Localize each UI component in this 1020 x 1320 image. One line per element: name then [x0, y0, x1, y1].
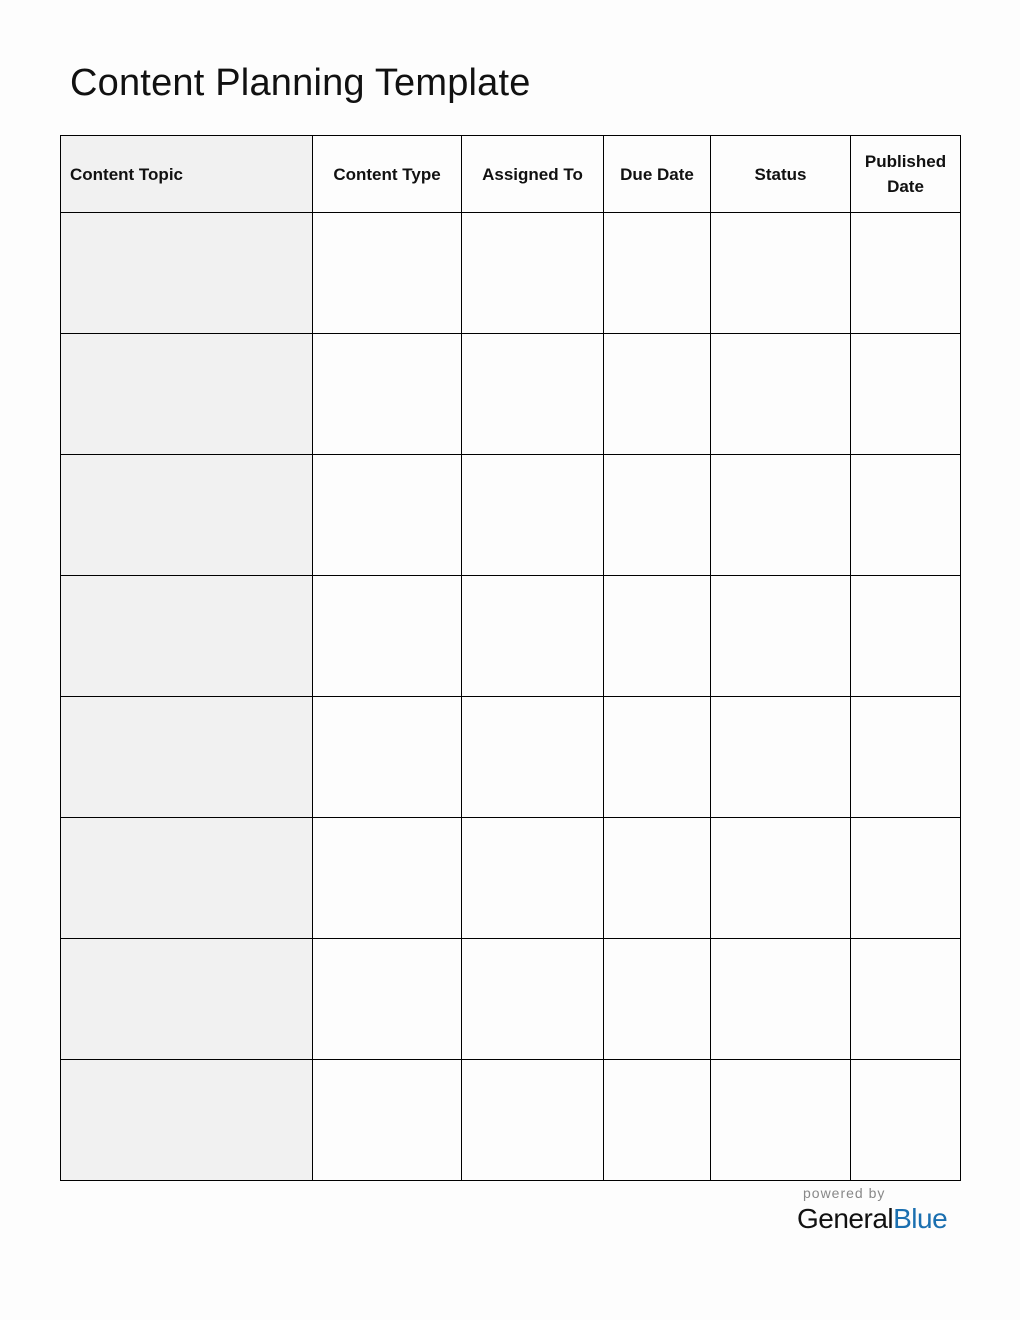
cell-content-type[interactable] — [313, 697, 462, 818]
cell-content-type[interactable] — [313, 455, 462, 576]
header-content-type: Content Type — [313, 136, 462, 213]
cell-content-type[interactable] — [313, 1060, 462, 1181]
header-content-topic: Content Topic — [61, 136, 313, 213]
cell-content-type[interactable] — [313, 818, 462, 939]
cell-assigned-to[interactable] — [462, 455, 604, 576]
table-row — [61, 334, 961, 455]
cell-content-topic[interactable] — [61, 334, 313, 455]
cell-published-date[interactable] — [851, 818, 961, 939]
cell-status[interactable] — [711, 1060, 851, 1181]
cell-status[interactable] — [711, 818, 851, 939]
cell-published-date[interactable] — [851, 939, 961, 1060]
cell-content-type[interactable] — [313, 334, 462, 455]
cell-content-type[interactable] — [313, 576, 462, 697]
cell-content-type[interactable] — [313, 939, 462, 1060]
cell-content-topic[interactable] — [61, 939, 313, 1060]
table-row — [61, 939, 961, 1060]
cell-due-date[interactable] — [604, 213, 711, 334]
cell-published-date[interactable] — [851, 576, 961, 697]
cell-due-date[interactable] — [604, 455, 711, 576]
cell-assigned-to[interactable] — [462, 697, 604, 818]
cell-status[interactable] — [711, 939, 851, 1060]
cell-status[interactable] — [711, 697, 851, 818]
header-due-date: Due Date — [604, 136, 711, 213]
cell-assigned-to[interactable] — [462, 1060, 604, 1181]
cell-assigned-to[interactable] — [462, 213, 604, 334]
cell-due-date[interactable] — [604, 576, 711, 697]
cell-assigned-to[interactable] — [462, 334, 604, 455]
brand-blue: Blue — [893, 1203, 948, 1234]
cell-content-topic[interactable] — [61, 455, 313, 576]
table-row — [61, 818, 961, 939]
header-assigned-to: Assigned To — [462, 136, 604, 213]
header-status: Status — [711, 136, 851, 213]
cell-content-topic[interactable] — [61, 576, 313, 697]
cell-content-topic[interactable] — [61, 213, 313, 334]
cell-published-date[interactable] — [851, 455, 961, 576]
table-row — [61, 697, 961, 818]
content-planning-table — [60, 135, 961, 1181]
cell-content-topic[interactable] — [61, 818, 313, 939]
cell-published-date[interactable] — [851, 1060, 961, 1181]
cell-content-type[interactable] — [313, 213, 462, 334]
cell-assigned-to[interactable] — [462, 939, 604, 1060]
table-row — [61, 213, 961, 334]
cell-published-date[interactable] — [851, 213, 961, 334]
powered-by-label: powered by — [803, 1185, 886, 1201]
cell-assigned-to[interactable] — [462, 818, 604, 939]
cell-status[interactable] — [711, 576, 851, 697]
cell-status[interactable] — [711, 455, 851, 576]
table-header-row — [61, 136, 961, 213]
cell-content-topic[interactable] — [61, 697, 313, 818]
cell-due-date[interactable] — [604, 818, 711, 939]
cell-due-date[interactable] — [604, 334, 711, 455]
cell-due-date[interactable] — [604, 939, 711, 1060]
cell-published-date[interactable] — [851, 334, 961, 455]
cell-assigned-to[interactable] — [462, 576, 604, 697]
cell-status[interactable] — [711, 213, 851, 334]
table-row — [61, 1060, 961, 1181]
page-title: Content Planning Template — [70, 62, 531, 104]
cell-published-date[interactable] — [851, 697, 961, 818]
header-published-date: Published Date — [851, 136, 961, 213]
cell-status[interactable] — [711, 334, 851, 455]
brand-general: General — [797, 1203, 894, 1234]
generalblue-logo — [797, 1203, 947, 1235]
cell-due-date[interactable] — [604, 697, 711, 818]
cell-content-topic[interactable] — [61, 1060, 313, 1181]
cell-due-date[interactable] — [604, 1060, 711, 1181]
table-row — [61, 576, 961, 697]
table-row — [61, 455, 961, 576]
